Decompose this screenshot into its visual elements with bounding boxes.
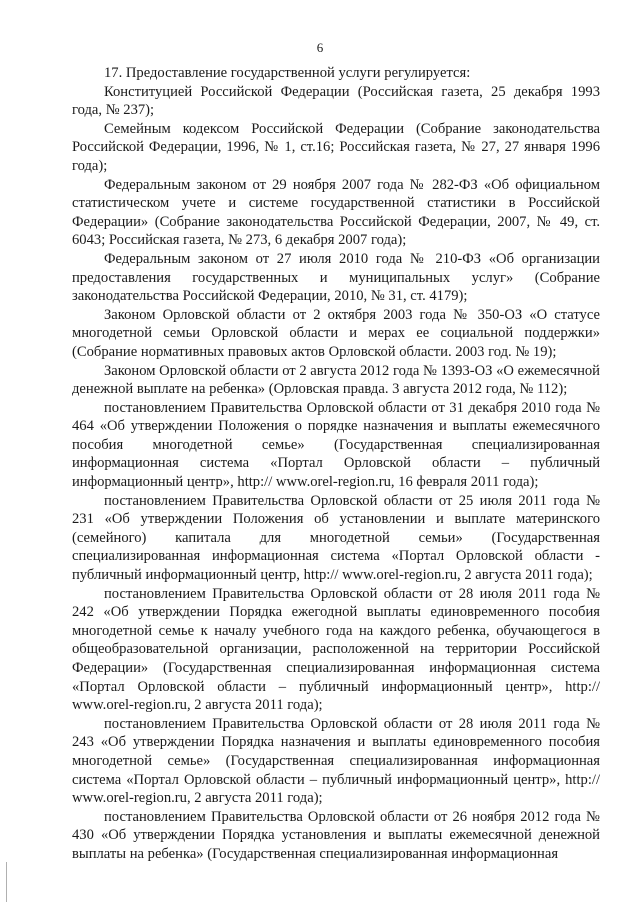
paragraph-resolution-430: постановлением Правительства Орловской области от 26 ноября 2012 года № 430 «Об утверждении Порядка установления и выплаты ежемесячной денежной выплаты на ребенка» (Государственная специализированная информационная — [72, 808, 600, 862]
paragraph-resolution-243: постановлением Правительства Орловской области от 28 июля 2011 года № 243 «Об утверждении Порядка назначения и выплаты единовременного пособия многодетной семье» (Государственная специализированная информационная система «Портал Орловской области – публичный информационный центр», http:// www.orel-region.ru, 2 августа 2011 года); — [72, 715, 600, 807]
paragraph-federal-law-282: Федеральным законом от 29 ноября 2007 года № 282-ФЗ «Об официальном статистическом учете и системе государственной статистики в Российской Федерации» (Собрание законодательства Российской Федерации, 2007, № 49, ст. 6043; Российская газета, № 273, 6 декабря 2007 года); — [72, 176, 600, 249]
paragraph-federal-law-210: Федеральным законом от 27 июля 2010 года № 210-ФЗ «Об организации предоставления государственных и муниципальных услуг» (Собрание законодательства Российской Федерации, 2010, № 31, ст. 4179); — [72, 250, 600, 305]
document-body — [72, 64, 600, 864]
paragraph-family-code: Семейным кодексом Российской Федерации (Собрание законодательства Российской Федерации, 1996, № 1, ст.16; Российская газета, № 27, 27 января 1996 года); — [72, 120, 600, 174]
paragraph-regional-law-350: Законом Орловской области от 2 октября 2003 года № 350-ОЗ «О статусе многодетной семьи Орловской области и мерах ее социальной поддержки» (Собрание нормативных правовых актов Орловской области. 2003 год. № 19); — [72, 306, 600, 360]
paragraph-regional-law-1393: Законом Орловской области от 2 августа 2012 года № 1393-ОЗ «О ежемесячной денежной выплате на ребенка» (Орловская правда. 3 августа 2012 года, № 112); — [72, 362, 600, 398]
paragraph-resolution-464: постановлением Правительства Орловской области от 31 декабря 2010 года № 464 «Об утверждении Положения о порядке назначения и выплаты ежемесячного пособия многодетной семье» (Государственная специализированная информационная система «Портал Орловской области – публичный информационный центр», http:// www.orel-region.ru, 16 февраля 2011 года); — [72, 399, 600, 491]
paragraph-resolution-231: постановлением Правительства Орловской области от 25 июля 2011 года № 231 «Об утверждении Положения об установлении и выплате материнского (семейного) капитала для многодетной семьи» (Государственная специализированная информационная система «Портал Орловской области - публичный информационный центр, http:// www.orel-region.ru, 2 августа 2011 года); — [72, 492, 600, 584]
scan-edge-mark — [6, 862, 7, 902]
paragraph-resolution-242: постановлением Правительства Орловской области от 28 июля 2011 года № 242 «Об утверждении Порядка ежегодной выплаты единовременного пособия многодетной семье к началу учебного года на каждого ребенка, обучающегося в общеобразовательной организации, расположенной на территории Российской Федерации» (Государственная специализированная информационная система «Портал Орловской области – публичный информационный центр», http:// www.orel-region.ru, 2 августа 2011 года); — [72, 585, 600, 714]
page-number: 6 — [316, 40, 324, 55]
paragraph-constitution: Конституцией Российской Федерации (Российская газета, 25 декабря 1993 года, № 237); — [72, 83, 600, 119]
section-heading: 17. Предоставление государственной услуги регулируется: — [104, 65, 471, 81]
